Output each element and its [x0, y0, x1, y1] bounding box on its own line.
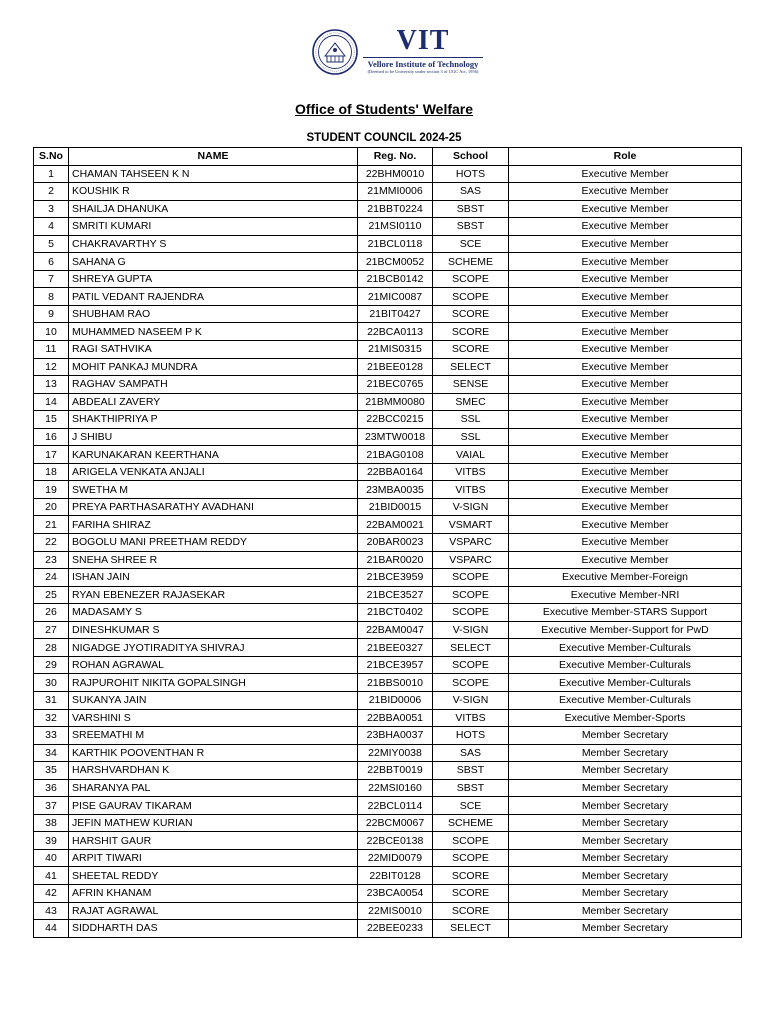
- logo-subtitle: (Deemed to be University under section 3 of UGC Act, 1956): [367, 69, 479, 74]
- cell-role: Executive Member: [509, 183, 742, 201]
- cell-role: Executive Member: [509, 200, 742, 218]
- cell-reg-no: 22MID0079: [358, 849, 433, 867]
- cell-sno: 34: [34, 744, 69, 762]
- cell-school: SCOPE: [433, 604, 509, 622]
- cell-reg-no: 23MTW0018: [358, 428, 433, 446]
- cell-role: Member Secretary: [509, 797, 742, 815]
- cell-reg-no: 21BCE3959: [358, 569, 433, 587]
- cell-sno: 43: [34, 902, 69, 920]
- table-row: [34, 411, 742, 429]
- cell-sno: 17: [34, 446, 69, 464]
- column-header-sno: S.No: [34, 148, 69, 166]
- cell-sno: 10: [34, 323, 69, 341]
- cell-name: SHARANYA PAL: [69, 779, 358, 797]
- cell-sno: 23: [34, 551, 69, 569]
- cell-role: Member Secretary: [509, 902, 742, 920]
- table-row: [34, 691, 742, 709]
- cell-school: SBST: [433, 762, 509, 780]
- cell-name: SUKANYA JAIN: [69, 691, 358, 709]
- cell-sno: 18: [34, 463, 69, 481]
- table-row: [34, 428, 742, 446]
- cell-school: SCOPE: [433, 656, 509, 674]
- cell-role: Executive Member-Culturals: [509, 639, 742, 657]
- cell-role: Executive Member: [509, 288, 742, 306]
- cell-role: Member Secretary: [509, 884, 742, 902]
- table-row: [34, 481, 742, 499]
- cell-school: SELECT: [433, 920, 509, 938]
- cell-name: SIDDHARTH DAS: [69, 920, 358, 938]
- cell-role: Executive Member: [509, 463, 742, 481]
- cell-reg-no: 22MIY0038: [358, 744, 433, 762]
- cell-role: Executive Member-Culturals: [509, 691, 742, 709]
- logo-vit-text: VIT: [396, 25, 450, 56]
- cell-reg-no: 23BHA0037: [358, 727, 433, 745]
- cell-sno: 26: [34, 604, 69, 622]
- university-seal-icon: [311, 28, 359, 76]
- cell-name: J SHIBU: [69, 428, 358, 446]
- cell-role: Executive Member: [509, 411, 742, 429]
- cell-school: VSPARC: [433, 551, 509, 569]
- cell-sno: 9: [34, 305, 69, 323]
- cell-school: SBST: [433, 218, 509, 236]
- cell-reg-no: 22BCM0067: [358, 814, 433, 832]
- cell-reg-no: 22BBT0019: [358, 762, 433, 780]
- cell-reg-no: 22MIS0010: [358, 902, 433, 920]
- cell-role: Executive Member: [509, 534, 742, 552]
- table-row: [34, 393, 742, 411]
- cell-reg-no: 21BCE3957: [358, 656, 433, 674]
- cell-role: Executive Member: [509, 341, 742, 359]
- cell-sno: 25: [34, 586, 69, 604]
- cell-role: Executive Member: [509, 516, 742, 534]
- table-row: [34, 867, 742, 885]
- cell-school: SSL: [433, 428, 509, 446]
- cell-role: Executive Member-Foreign: [509, 569, 742, 587]
- cell-sno: 35: [34, 762, 69, 780]
- cell-reg-no: 21BCM0052: [358, 253, 433, 271]
- cell-school: VSMART: [433, 516, 509, 534]
- cell-name: RAGI SATHVIKA: [69, 341, 358, 359]
- table-row: [34, 586, 742, 604]
- cell-sno: 33: [34, 727, 69, 745]
- cell-role: Executive Member-Culturals: [509, 674, 742, 692]
- cell-role: Executive Member: [509, 551, 742, 569]
- cell-name: NIGADGE JYOTIRADITYA SHIVRAJ: [69, 639, 358, 657]
- cell-reg-no: 21BAG0108: [358, 446, 433, 464]
- table-row: [34, 920, 742, 938]
- cell-reg-no: 21BMM0080: [358, 393, 433, 411]
- cell-reg-no: 21BIT0427: [358, 305, 433, 323]
- cell-sno: 39: [34, 832, 69, 850]
- cell-name: HARSHIT GAUR: [69, 832, 358, 850]
- logo-divider: [363, 57, 483, 58]
- cell-reg-no: 21BCT0402: [358, 604, 433, 622]
- cell-sno: 13: [34, 376, 69, 394]
- cell-role: Executive Member: [509, 481, 742, 499]
- cell-sno: 21: [34, 516, 69, 534]
- table-row: [34, 516, 742, 534]
- cell-school: VITBS: [433, 463, 509, 481]
- cell-role: Executive Member: [509, 498, 742, 516]
- cell-name: AFRIN KHANAM: [69, 884, 358, 902]
- cell-sno: 29: [34, 656, 69, 674]
- cell-school: SCOPE: [433, 569, 509, 587]
- cell-name: SMRITI KUMARI: [69, 218, 358, 236]
- student-council-table: [33, 147, 742, 938]
- cell-role: Executive Member-Culturals: [509, 656, 742, 674]
- cell-school: V-SIGN: [433, 498, 509, 516]
- cell-role: Member Secretary: [509, 744, 742, 762]
- cell-name: KOUSHIK R: [69, 183, 358, 201]
- cell-school: SCHEME: [433, 814, 509, 832]
- cell-sno: 15: [34, 411, 69, 429]
- cell-name: SHUBHAM RAO: [69, 305, 358, 323]
- column-header-role: Role: [509, 148, 742, 166]
- cell-name: PREYA PARTHASARATHY AVADHANI: [69, 498, 358, 516]
- column-header-reg-no: Reg. No.: [358, 148, 433, 166]
- table-row: [34, 727, 742, 745]
- cell-sno: 7: [34, 270, 69, 288]
- cell-name: MUHAMMED NASEEM P K: [69, 323, 358, 341]
- cell-role: Executive Member-Support for PwD: [509, 621, 742, 639]
- cell-name: SWETHA M: [69, 481, 358, 499]
- table-row: [34, 200, 742, 218]
- cell-school: VSPARC: [433, 534, 509, 552]
- cell-reg-no: 21BID0015: [358, 498, 433, 516]
- cell-name: SAHANA G: [69, 253, 358, 271]
- cell-name: SHREYA GUPTA: [69, 270, 358, 288]
- cell-reg-no: 22BIT0128: [358, 867, 433, 885]
- cell-sno: 16: [34, 428, 69, 446]
- cell-sno: 11: [34, 341, 69, 359]
- cell-sno: 36: [34, 779, 69, 797]
- cell-sno: 40: [34, 849, 69, 867]
- cell-role: Executive Member: [509, 218, 742, 236]
- table-row: [34, 551, 742, 569]
- cell-role: Executive Member: [509, 323, 742, 341]
- column-header-school: School: [433, 148, 509, 166]
- cell-reg-no: 21MMI0006: [358, 183, 433, 201]
- cell-role: Executive Member: [509, 358, 742, 376]
- cell-school: SCORE: [433, 902, 509, 920]
- table-row: [34, 218, 742, 236]
- vit-logo: [311, 26, 487, 78]
- table-row: [34, 902, 742, 920]
- cell-role: Member Secretary: [509, 779, 742, 797]
- cell-name: RYAN EBENEZER RAJASEKAR: [69, 586, 358, 604]
- cell-role: Member Secretary: [509, 727, 742, 745]
- cell-reg-no: 22BAM0047: [358, 621, 433, 639]
- cell-sno: 42: [34, 884, 69, 902]
- cell-sno: 20: [34, 498, 69, 516]
- cell-sno: 19: [34, 481, 69, 499]
- cell-role: Executive Member: [509, 446, 742, 464]
- cell-school: SCORE: [433, 305, 509, 323]
- table-row: [34, 569, 742, 587]
- cell-name: RAJPUROHIT NIKITA GOPALSINGH: [69, 674, 358, 692]
- table-row: [34, 323, 742, 341]
- cell-role: Member Secretary: [509, 920, 742, 938]
- cell-reg-no: 21BCL0118: [358, 235, 433, 253]
- cell-sno: 32: [34, 709, 69, 727]
- table-row: [34, 165, 742, 183]
- column-header-name: NAME: [69, 148, 358, 166]
- cell-reg-no: 22BCL0114: [358, 797, 433, 815]
- cell-school: SCORE: [433, 341, 509, 359]
- cell-sno: 2: [34, 183, 69, 201]
- table-row: [34, 376, 742, 394]
- cell-reg-no: 21MIC0087: [358, 288, 433, 306]
- table-row: [34, 744, 742, 762]
- table-row: [34, 849, 742, 867]
- cell-reg-no: 22BCE0138: [358, 832, 433, 850]
- cell-role: Member Secretary: [509, 832, 742, 850]
- cell-reg-no: 22BCC0215: [358, 411, 433, 429]
- cell-reg-no: 21BBS0010: [358, 674, 433, 692]
- table-row: [34, 446, 742, 464]
- cell-name: KARUNAKARAN KEERTHANA: [69, 446, 358, 464]
- cell-name: SHAKTHIPRIYA P: [69, 411, 358, 429]
- cell-school: HOTS: [433, 727, 509, 745]
- cell-reg-no: 21MIS0315: [358, 341, 433, 359]
- cell-reg-no: 21BBT0224: [358, 200, 433, 218]
- table-row: [34, 270, 742, 288]
- cell-name: SNEHA SHREE R: [69, 551, 358, 569]
- table-row: [34, 604, 742, 622]
- table-row: [34, 639, 742, 657]
- table-row: [34, 183, 742, 201]
- cell-sno: 3: [34, 200, 69, 218]
- table-row: [34, 253, 742, 271]
- cell-role: Member Secretary: [509, 762, 742, 780]
- cell-sno: 1: [34, 165, 69, 183]
- cell-sno: 5: [34, 235, 69, 253]
- cell-name: ROHAN AGRAWAL: [69, 656, 358, 674]
- cell-reg-no: 21BEC0765: [358, 376, 433, 394]
- cell-reg-no: 22BHM0010: [358, 165, 433, 183]
- cell-name: RAJAT AGRAWAL: [69, 902, 358, 920]
- cell-school: VAIAL: [433, 446, 509, 464]
- table-row: [34, 498, 742, 516]
- table-row: [34, 305, 742, 323]
- cell-name: PATIL VEDANT RAJENDRA: [69, 288, 358, 306]
- cell-sno: 31: [34, 691, 69, 709]
- office-title: Office of Students' Welfare: [294, 101, 474, 117]
- cell-reg-no: 23MBA0035: [358, 481, 433, 499]
- cell-role: Executive Member: [509, 235, 742, 253]
- cell-school: SBST: [433, 779, 509, 797]
- cell-sno: 27: [34, 621, 69, 639]
- table-row: [34, 288, 742, 306]
- cell-role: Executive Member: [509, 270, 742, 288]
- cell-school: SAS: [433, 183, 509, 201]
- cell-reg-no: 22BBA0164: [358, 463, 433, 481]
- cell-reg-no: 21BCE3527: [358, 586, 433, 604]
- cell-reg-no: 20BAR0023: [358, 534, 433, 552]
- cell-role: Executive Member: [509, 376, 742, 394]
- cell-school: SSL: [433, 411, 509, 429]
- cell-school: SMEC: [433, 393, 509, 411]
- cell-school: SCOPE: [433, 832, 509, 850]
- cell-role: Executive Member-STARS Support: [509, 604, 742, 622]
- cell-school: VITBS: [433, 709, 509, 727]
- cell-sno: 41: [34, 867, 69, 885]
- table-row: [34, 463, 742, 481]
- cell-name: VARSHINI S: [69, 709, 358, 727]
- cell-school: VITBS: [433, 481, 509, 499]
- table-row: [34, 235, 742, 253]
- cell-role: Executive Member: [509, 428, 742, 446]
- cell-school: SCE: [433, 797, 509, 815]
- table-body: [34, 165, 742, 937]
- cell-name: ARIGELA VENKATA ANJALI: [69, 463, 358, 481]
- cell-role: Member Secretary: [509, 867, 742, 885]
- cell-reg-no: 21BAR0020: [358, 551, 433, 569]
- cell-school: SELECT: [433, 639, 509, 657]
- cell-school: V-SIGN: [433, 621, 509, 639]
- cell-role: Executive Member-Sports: [509, 709, 742, 727]
- cell-school: SCOPE: [433, 270, 509, 288]
- cell-reg-no: 23BCA0054: [358, 884, 433, 902]
- cell-role: Executive Member: [509, 253, 742, 271]
- cell-school: SCOPE: [433, 586, 509, 604]
- cell-role: Member Secretary: [509, 814, 742, 832]
- cell-name: CHAKRAVARTHY S: [69, 235, 358, 253]
- cell-name: ISHAN JAIN: [69, 569, 358, 587]
- cell-name: KARTHIK POOVENTHAN R: [69, 744, 358, 762]
- cell-school: SCOPE: [433, 674, 509, 692]
- cell-sno: 28: [34, 639, 69, 657]
- cell-reg-no: 21BCB0142: [358, 270, 433, 288]
- cell-sno: 14: [34, 393, 69, 411]
- cell-name: JEFIN MATHEW KURIAN: [69, 814, 358, 832]
- cell-school: SCOPE: [433, 849, 509, 867]
- cell-name: PISE GAURAV TIKARAM: [69, 797, 358, 815]
- cell-reg-no: 22BEE0233: [358, 920, 433, 938]
- cell-role: Executive Member: [509, 305, 742, 323]
- cell-reg-no: 22BAM0021: [358, 516, 433, 534]
- cell-reg-no: 22BBA0051: [358, 709, 433, 727]
- table-row: [34, 832, 742, 850]
- cell-sno: 44: [34, 920, 69, 938]
- table-row: [34, 621, 742, 639]
- cell-school: SCE: [433, 235, 509, 253]
- cell-school: V-SIGN: [433, 691, 509, 709]
- cell-name: RAGHAV SAMPATH: [69, 376, 358, 394]
- table-row: [34, 762, 742, 780]
- cell-sno: 22: [34, 534, 69, 552]
- cell-role: Executive Member-NRI: [509, 586, 742, 604]
- table-row: [34, 797, 742, 815]
- cell-sno: 4: [34, 218, 69, 236]
- cell-name: SREEMATHI M: [69, 727, 358, 745]
- cell-name: MOHIT PANKAJ MUNDRA: [69, 358, 358, 376]
- cell-reg-no: 22BCA0113: [358, 323, 433, 341]
- council-title: STUDENT COUNCIL 2024-25: [306, 132, 462, 144]
- cell-school: SCOPE: [433, 288, 509, 306]
- cell-role: Executive Member: [509, 393, 742, 411]
- table-row: [34, 534, 742, 552]
- logo-institute-name: Vellore Institute of Technology: [367, 59, 479, 69]
- cell-name: BOGOLU MANI PREETHAM REDDY: [69, 534, 358, 552]
- table-row: [34, 709, 742, 727]
- cell-school: SAS: [433, 744, 509, 762]
- table-row: [34, 674, 742, 692]
- table-row: [34, 656, 742, 674]
- table-row: [34, 779, 742, 797]
- cell-role: Member Secretary: [509, 849, 742, 867]
- table-row: [34, 884, 742, 902]
- cell-school: SBST: [433, 200, 509, 218]
- cell-name: DINESHKUMAR S: [69, 621, 358, 639]
- cell-school: SCORE: [433, 323, 509, 341]
- cell-school: SENSE: [433, 376, 509, 394]
- cell-role: Executive Member: [509, 165, 742, 183]
- cell-sno: 37: [34, 797, 69, 815]
- cell-school: SCORE: [433, 884, 509, 902]
- cell-sno: 6: [34, 253, 69, 271]
- cell-name: HARSHVARDHAN K: [69, 762, 358, 780]
- cell-name: FARIHA SHIRAZ: [69, 516, 358, 534]
- cell-reg-no: 21BEE0327: [358, 639, 433, 657]
- cell-reg-no: 21MSI0110: [358, 218, 433, 236]
- cell-name: SHAILJA DHANUKA: [69, 200, 358, 218]
- cell-sno: 30: [34, 674, 69, 692]
- cell-name: CHAMAN TAHSEEN K N: [69, 165, 358, 183]
- cell-name: ARPIT TIWARI: [69, 849, 358, 867]
- cell-sno: 24: [34, 569, 69, 587]
- cell-school: SCORE: [433, 867, 509, 885]
- cell-name: SHEETAL REDDY: [69, 867, 358, 885]
- cell-school: SELECT: [433, 358, 509, 376]
- cell-school: HOTS: [433, 165, 509, 183]
- cell-school: SCHEME: [433, 253, 509, 271]
- cell-name: MADASAMY S: [69, 604, 358, 622]
- cell-name: ABDEALI ZAVERY: [69, 393, 358, 411]
- cell-sno: 38: [34, 814, 69, 832]
- table-row: [34, 358, 742, 376]
- table-row: [34, 341, 742, 359]
- cell-reg-no: 21BID0006: [358, 691, 433, 709]
- table-row: [34, 814, 742, 832]
- cell-sno: 12: [34, 358, 69, 376]
- cell-reg-no: 21BEE0128: [358, 358, 433, 376]
- logo-wordmark: [359, 26, 487, 75]
- table-header-row: [34, 148, 742, 166]
- cell-reg-no: 22MSI0160: [358, 779, 433, 797]
- cell-sno: 8: [34, 288, 69, 306]
